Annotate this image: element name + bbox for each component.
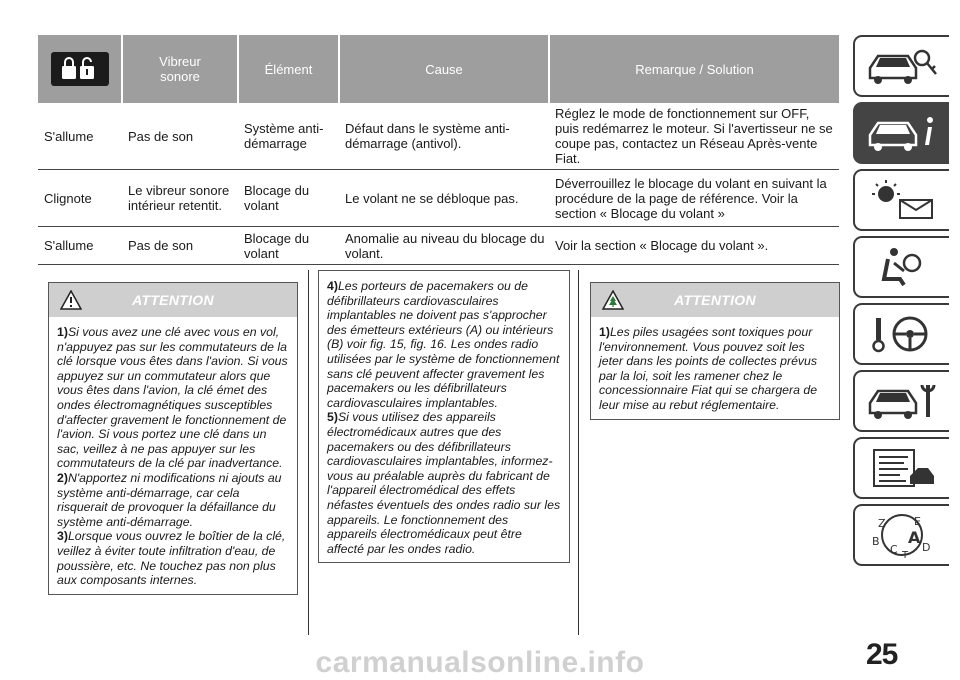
car-specs-list-icon (864, 446, 940, 490)
note-item (599, 325, 831, 413)
note-text: Les porteurs de pacemakers ou de défibrillateurs cardiovasculaires implantables ne doivent pas s'approcher des émetteurs extérieurs (A) ou intérieurs (B) voir fig. 15, fig. 16. Les ondes radio utilisées par le système de fonctionnement sans clé peuvent affecter gravement les pacemakers ou les défibrillateurs cardiovasculaires implantables. (327, 279, 560, 410)
tab-technical-data[interactable] (853, 437, 949, 499)
header-remarque: Remarque / Solution (549, 35, 839, 103)
tab-starting-driving[interactable] (853, 303, 949, 365)
note-text: N'apportez ni modifications ni ajouts au système anti-démarrage, car cela risquerait de provoquer la défaillance du système anti-démarrage. (57, 470, 282, 529)
table-row (38, 227, 839, 265)
note-number: 4) (327, 279, 338, 293)
attention-header (49, 283, 297, 317)
alphabet-index-icon (864, 511, 940, 559)
tab-maintenance[interactable] (853, 370, 949, 432)
table-icon-header (38, 35, 122, 103)
note-number: 1) (57, 325, 68, 339)
cell-element: Système anti-démarrage (238, 103, 339, 170)
attention-header (591, 283, 839, 317)
attention-title: ATTENTION (132, 292, 214, 308)
attention-body (49, 317, 297, 594)
note-item (57, 325, 289, 471)
cell-state: Clignote (38, 170, 122, 227)
note-number: 2) (57, 470, 68, 485)
chapter-tabs (853, 35, 960, 571)
note-item (57, 529, 289, 587)
cell-buzzer: Pas de son (122, 103, 238, 170)
cell-solution: Déverrouillez le blocage du volant en suivant la procédure de la page de référence. Voir la section « Blocage du volant » (549, 170, 839, 227)
svg-text:A: A (908, 528, 921, 547)
car-info-icon (864, 111, 940, 155)
watermark: carmanualsonline.info (315, 646, 645, 679)
environment-tree-icon (602, 290, 624, 310)
note-text: Les piles usagées sont toxiques pour l'environnement. Vous pouvez soit les jeter dans les points de collectes prévus par la loi, soit les ramener chez le concessionnaire Fiat qui se chargera de leur mise au rebut réglementaire. (599, 325, 818, 412)
svg-text:E: E (914, 515, 921, 528)
header-cause: Cause (339, 35, 549, 103)
note-item (327, 410, 561, 556)
cell-cause: Anomalie au niveau du blocage du volant. (339, 227, 549, 265)
attention-columns (38, 270, 839, 635)
tab-car-key[interactable] (853, 35, 949, 97)
tab-safety[interactable] (853, 236, 949, 298)
note-item (327, 279, 561, 410)
lock-warning-icon (58, 56, 102, 82)
note-item (57, 471, 289, 529)
car-wrench-icon (864, 379, 940, 423)
warning-table (38, 35, 839, 265)
svg-text:T: T (902, 550, 909, 559)
note-number: 3) (57, 529, 68, 544)
warning-triangle-icon (60, 290, 82, 310)
table-row (38, 170, 839, 227)
svg-text:D: D (922, 541, 931, 554)
car-key-icon (864, 44, 940, 88)
svg-text:C: C (890, 543, 898, 556)
attention-body (591, 317, 839, 419)
cell-cause: Défaut dans le système anti-démarrage (antivol). (339, 103, 549, 170)
note-number: 5) (327, 410, 338, 425)
cell-element: Blocage du volant (238, 170, 339, 227)
note-text: Lorsque vous ouvrez le boîtier de la clé, veillez à éviter toute infiltration d'eau, de poussière, etc. Ne touchez pas non plus aux composants internes. (57, 529, 286, 588)
cell-state: S'allume (38, 103, 122, 170)
key-steering-wheel-icon (864, 312, 940, 356)
header-vibreur: Vibreur sonore (122, 35, 238, 103)
cell-buzzer: Pas de son (122, 227, 238, 265)
attention-box-middle (318, 270, 570, 563)
cell-buzzer: Le vibreur sonore intérieur retentit. (122, 170, 238, 227)
attention-box-right (590, 282, 840, 420)
warning-light-message-icon (864, 178, 940, 222)
tab-warning-lights[interactable] (853, 169, 949, 231)
attention-title: ATTENTION (674, 292, 756, 308)
cell-state: S'allume (38, 227, 122, 265)
attention-box-left (48, 282, 298, 595)
svg-text:B: B (872, 535, 880, 548)
airbag-seat-icon (864, 245, 940, 289)
note-text: Si vous avez une clé avec vous en vol, n'appuyez pas sur les commutateurs de la clé lorsque vous êtes dans l'avion. Si vous appuyez sur un commutateur alors que vous êtes dans l'avion, la clé émet des ondes électromagnétiques susceptibles d'affecter gravement le fonctionnement de l'avion. Si vous portez une clé dans un sac, veillez à ne pas appuyer sur les commutateurs de la clé par inadvertance. (57, 325, 288, 471)
tab-index[interactable] (853, 504, 949, 566)
column-divider (578, 270, 579, 635)
tab-car-info[interactable] (853, 102, 949, 164)
page-number: 25 (866, 638, 898, 671)
note-number: 1) (599, 325, 610, 339)
table-row (38, 103, 839, 170)
cell-element: Blocage du volant (238, 227, 339, 265)
note-text: Si vous utilisez des appareils électromédicaux autres que des pacemakers ou des défibrillateurs cardiovasculaires implantables, informez-vous au préalable auprès du fabricant de l'appareil électromédical des effets néfastes éventuels des ondes radio sur les appareils. Le fonctionnement des appareils électromédicaux peut être affecté par les ondes radio. (327, 410, 561, 556)
cell-solution: Réglez le mode de fonctionnement sur OFF, puis redémarrez le moteur. Si l'avertisseur ne se coupe pas, contactez un Réseau Après-vente Fiat. (549, 103, 839, 170)
cell-cause: Le volant ne se débloque pas. (339, 170, 549, 227)
header-element: Élément (238, 35, 339, 103)
column-divider (308, 270, 309, 635)
attention-body (319, 271, 569, 562)
cell-solution: Voir la section « Blocage du volant ». (549, 227, 839, 265)
svg-text:Z: Z (878, 517, 886, 530)
